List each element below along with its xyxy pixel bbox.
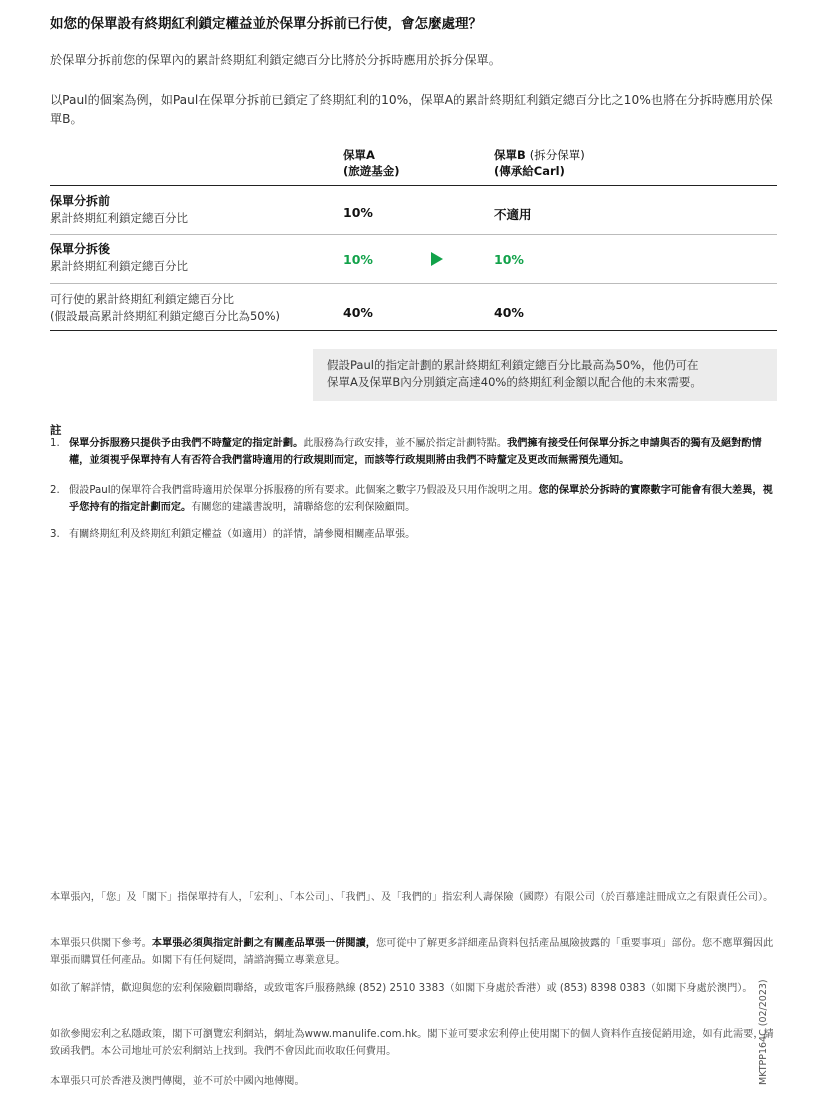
- cell-exercisable-b: 40%: [494, 305, 524, 320]
- column-header-policy-a: [343, 147, 400, 179]
- column-header-policy-b-note: (拆分保單): [529, 148, 585, 162]
- note-2-text-b: 有關您的建議書說明，請聯絡您的宏利保險顧問。: [191, 502, 416, 513]
- note-3: [50, 526, 780, 543]
- row-before-desc: 累計終期紅利鎖定總百分比: [50, 211, 188, 225]
- document-code: MKTPP164C (02/2023): [758, 979, 769, 1085]
- example-paragraph: 以Paul的個案為例，如Paul在保單分拆前已鎖定了終期紅利的10%，保單A的累計終期紅利鎖定總百分比之10%也將在分拆時應用於保單B。: [50, 93, 773, 126]
- table-divider-bottom: [50, 330, 777, 331]
- column-header-policy-a-sub: (旅遊基金): [343, 164, 400, 178]
- note-1-number: 1.: [50, 438, 60, 449]
- footer-reference: [50, 935, 780, 969]
- cell-exercisable-a: 40%: [343, 305, 373, 320]
- footer-privacy: 如欲參閱宏利之私隱政策，閣下可瀏覽宏利網站，網址為www.manulife.com.hk。閣下並可要求宏利停止使用閣下的個人資料作直接促銷用途，如有此需要，請致函我們。本公司地址可於宏利網站上找到。我們不會因此而收取任何費用。: [50, 1029, 774, 1057]
- table-row-exercisable-label: [50, 291, 280, 325]
- note-2-text-a: 假設Paul的保單符合我們當時適用於保單分拆服務的所有要求。此個案之數字乃假設及只用作說明之用。: [69, 485, 539, 496]
- section-heading: 如您的保單設有終期紅利鎖定權益並於保單分拆前已行使，會怎麼處理？: [50, 16, 482, 32]
- table-divider: [50, 234, 777, 235]
- row-before-title: 保單分拆前: [50, 194, 111, 208]
- footer-reference-bold: 本單張必須與指定計劃之有關產品單張一併閱讀，: [151, 938, 376, 949]
- cell-after-b: 10%: [494, 252, 524, 267]
- column-header-policy-a-title: 保單A: [343, 148, 375, 162]
- cell-before-a: 10%: [343, 205, 373, 220]
- note-2-bold: 您的保單於分拆時的實際數字可能會有很大差異，視乎您持有的指定計劃而定。: [69, 485, 773, 513]
- column-header-policy-b-sub: (傳承給Carl): [494, 164, 565, 178]
- note-1-bold-a: 保單分拆服務只提供予由我們不時釐定的指定計劃。: [69, 438, 304, 449]
- callout-line-1: 假設Paul的指定計劃的累計終期紅利鎖定總百分比最高為50%，他仍可在: [327, 358, 699, 372]
- note-1-text: 此服務為行政安排，並不屬於指定計劃特點。: [303, 438, 508, 449]
- cell-before-b: 不適用: [494, 207, 532, 222]
- cell-after-a: 10%: [343, 252, 373, 267]
- row-exercisable-desc: (假設最高累計終期紅利鎖定總百分比為50%): [50, 309, 281, 323]
- row-after-desc: 累計終期紅利鎖定總百分比: [50, 259, 188, 273]
- column-header-policy-b: [494, 147, 585, 179]
- callout-line-2: 保單A及保單B內分別鎖定高達40%的終期紅利金額以配合他的未來需要。: [327, 375, 702, 389]
- table-row-before-label: [50, 193, 188, 227]
- footer-reference-text-a: 本單張只供閣下參考。: [50, 938, 152, 949]
- right-arrow-icon: [431, 252, 443, 266]
- table-divider: [50, 283, 777, 284]
- row-exercisable-title: 可行使的累計終期紅利鎖定總百分比: [50, 292, 234, 306]
- table-row-after-label: [50, 241, 188, 275]
- note-1-bold-b: 我們擁有接受任何保單分拆之申請與否的獨有及絕對酌情權，並須視乎保單持有人有否符合我們當時適用的行政規則而定，而該等行政規則將由我們不時釐定及更改而無需預先通知。: [69, 438, 762, 466]
- footer-reference-text-b: 您可從中了解更多詳細產品資料包括產品風險披露的「重要事項」部份。您不應單獨因此單張而購買任何產品。如閣下有任何疑問，請諮詢獨立專業意見。: [50, 938, 774, 966]
- column-header-policy-b-title: 保單B: [494, 148, 526, 162]
- note-1: [50, 435, 780, 469]
- row-after-title: 保單分拆後: [50, 242, 111, 256]
- note-3-text: 有關終期紅利及終期紅利鎖定權益（如適用）的詳情，請參閱相關產品單張。: [69, 529, 416, 540]
- assumption-callout: [313, 349, 777, 401]
- note-2-number: 2.: [50, 485, 60, 496]
- footer-definitions: 本單張內，「您」及「閣下」指保單持有人，「宏利」、「本公司」、「我們」、及「我們的」指宏利人壽保險（國際）有限公司（於百慕達註冊成立之有限責任公司）。: [50, 892, 774, 903]
- intro-paragraph: 於保單分拆前您的保單內的累計終期紅利鎖定總百分比將於分拆時應用於拆分保單。: [50, 53, 501, 67]
- footer-contact: 如欲了解詳情，歡迎與您的宏利保險顧問聯絡，或致電客戶服務熱線 (852) 2510 3383（如閣下身處於香港）或 (853) 8398 0383（如閣下身處於澳門）。: [50, 983, 753, 994]
- table-divider-top: [50, 185, 777, 186]
- note-3-number: 3.: [50, 529, 60, 540]
- footer-distribution: 本單張只可於香港及澳門傳閱，並不可於中國內地傳閱。: [50, 1076, 305, 1087]
- notes-heading: 註: [50, 423, 62, 437]
- note-2: [50, 482, 780, 516]
